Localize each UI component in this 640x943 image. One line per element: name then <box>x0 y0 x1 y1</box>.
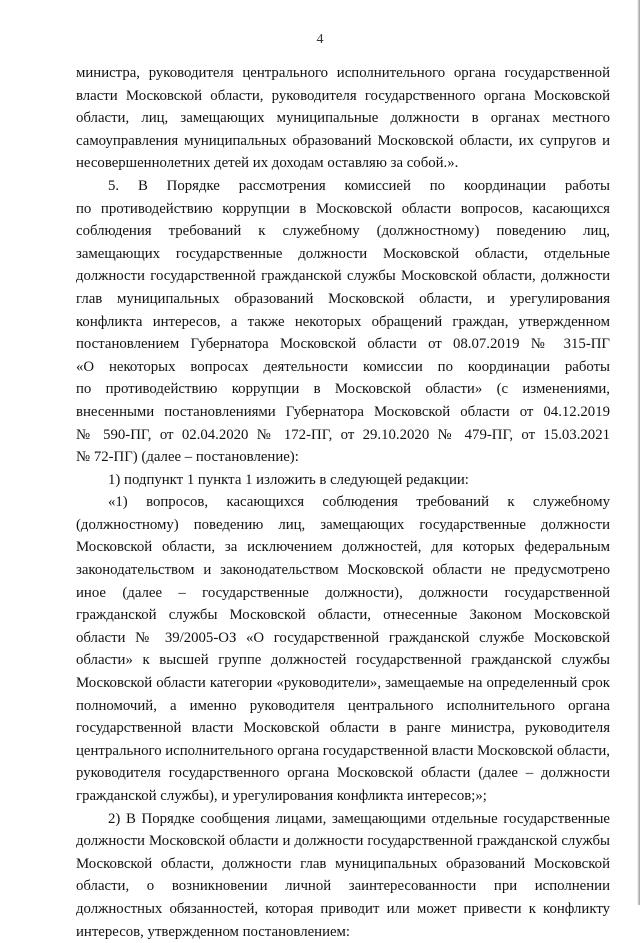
text-line: области» к высшей группе должностей государственной гражданской службы <box>76 652 610 669</box>
text-line: конфликта интересов, а также некоторых обращений граждан, утвержденном <box>76 313 610 330</box>
text-line: области № 39/2005-ОЗ «О государственной гражданской службе Московской <box>76 629 610 646</box>
text-line: области, о возникновении личной заинтересованности при исполнении <box>76 878 610 895</box>
text-line: полномочий, а именно руководителя центрального исполнительного органа <box>76 697 610 714</box>
text-line: власти Московской области, руководителя государственного органа Московской <box>76 87 610 104</box>
text-line: законодательством и законодательством Московской области не предусмотрено <box>76 562 610 579</box>
text-line: 5. В Порядке рассмотрения комиссией по координации работы <box>108 177 610 194</box>
text-line: соблюдения требований к служебному (должностному) поведению лиц, <box>76 223 610 240</box>
text-line: по противодействию коррупции в Московской области» (с изменениями, <box>76 381 610 398</box>
text-line: № 72-ПГ) (далее – постановление): <box>76 449 299 466</box>
text-line: замещающих государственные должности Московской области, отдельные <box>76 245 610 262</box>
text-line: самоуправления муниципальных образований Московской области, их супругов и <box>76 132 610 149</box>
text-line: гражданской службы Московской области, отнесенные Законом Московской <box>76 607 610 624</box>
text-line: несовершеннолетних детей их доходам оставляю за собой.». <box>76 155 459 172</box>
text-line: гражданской службы), и урегулирования конфликта интересов;»; <box>76 788 487 804</box>
text-line: по противодействию коррупции в Московской области вопросов, касающихся <box>76 200 610 217</box>
text-line: Московской области категории «руководители», замещаемые на определенный срок <box>76 675 610 692</box>
text-line: области, лиц, замещающих муниципальные должности в органах местного <box>76 110 610 127</box>
text-line: должности государственной гражданской службы Московской области, должности <box>76 268 610 285</box>
text-line: (должностному) поведению лиц, замещающих государственные должности <box>76 516 610 533</box>
page-number: 4 <box>316 32 324 47</box>
text-line: центрального исполнительного органа государственной власти Московской области, <box>76 742 610 759</box>
text-line: 1) подпункт 1 пункта 1 изложить в следующей редакции: <box>108 471 469 488</box>
text-line: глав муниципальных образований Московской области, и урегулирования <box>76 290 610 307</box>
text-line: постановлением Губернатора Московской области от 08.07.2019 № 315-ПГ <box>76 336 610 353</box>
text-line: иное (далее – государственные должности), должности государственной <box>76 584 610 601</box>
text-line: 2) В Порядке сообщения лицами, замещающими отдельные государственные <box>108 810 610 827</box>
text-line: Московской области, должности глав муниципальных образований Московской <box>76 855 610 872</box>
text-line: должности Московской области и должности государственной гражданской службы <box>76 833 610 850</box>
text-line: министра, руководителя центрального исполнительного органа государственной <box>76 65 610 81</box>
text-line: государственной власти Московской области в ранге министра, руководителя <box>76 720 610 737</box>
document-body <box>76 62 610 943</box>
text-line: должностных обязанностей, которая приводит или может привести к конфликту <box>76 900 610 917</box>
text-line: Московской области, за исключением должностей, для которых федеральным <box>76 539 610 556</box>
text-line: интересов, утвержденном постановлением: <box>76 923 351 940</box>
text-line: руководителя государственного органа Московской области (далее – должности <box>76 765 610 782</box>
text-line: № 590-ПГ, от 02.04.2020 № 172-ПГ, от 29.10.2020 № 479-ПГ, от 15.03.2021 <box>76 426 610 443</box>
text-line: «О некоторых вопросах деятельности комиссии по координации работы <box>76 358 610 375</box>
text-line: «1) вопросов, касающихся соблюдения требований к служебному <box>108 494 610 511</box>
text-line: внесенными постановлениями Губернатора Московской области от 04.12.2019 <box>76 403 610 420</box>
